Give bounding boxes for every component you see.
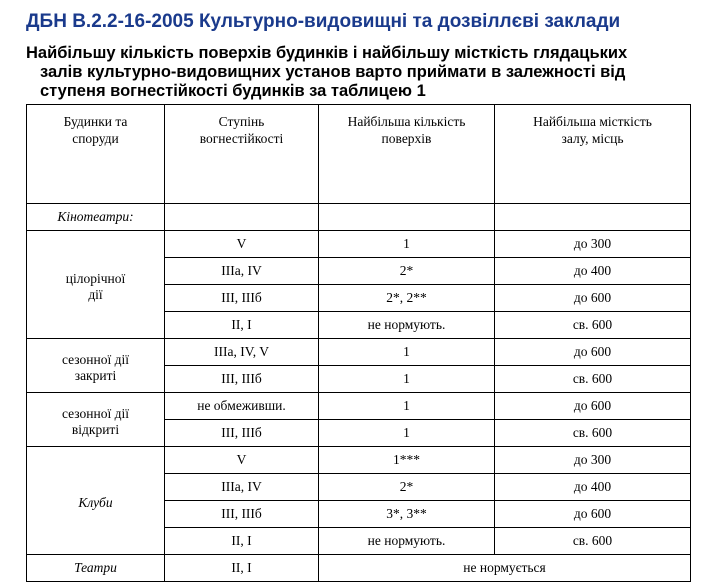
cell-floors: 1 xyxy=(319,393,495,420)
cell-degree: III, IIIб xyxy=(165,366,319,393)
group-year-round: цілорічної дії xyxy=(27,231,165,339)
header-max-capacity: Найбільша місткість залу, місць xyxy=(495,105,691,204)
table-row xyxy=(27,447,691,474)
section-cinemas: Кінотеатри: xyxy=(27,204,165,231)
group-clubs: Клуби xyxy=(27,447,165,555)
cell-floors: 1 xyxy=(319,366,495,393)
table-cell xyxy=(165,204,319,231)
cell-floors: 2* xyxy=(319,474,495,501)
cell-degree: II, I xyxy=(165,312,319,339)
cell-degree: V xyxy=(165,447,319,474)
cell-capacity: до 300 xyxy=(495,447,691,474)
cell-capacity: до 600 xyxy=(495,501,691,528)
group-theatres: Театри xyxy=(27,555,165,582)
cell-degree: IIIa, IV xyxy=(165,474,319,501)
page-title: ДБН В.2.2-16-2005 Культурно-видовищні та дозвіллєві заклади xyxy=(26,11,621,32)
cell-degree: IIIa, IV xyxy=(165,258,319,285)
cell-floors: не нормують. xyxy=(319,312,495,339)
cell-capacity: св. 600 xyxy=(495,420,691,447)
cell-degree: V xyxy=(165,231,319,258)
group-seasonal-open: сезонної дії відкриті xyxy=(27,393,165,447)
table-row xyxy=(27,393,691,420)
cell-merged: не нормується xyxy=(319,555,691,582)
intro-paragraph xyxy=(26,44,706,101)
intro-line: Найбільшу кількість поверхів будинків і найбільшу місткість глядацьких xyxy=(26,44,628,62)
fire-resistance-table xyxy=(26,104,691,582)
cell-floors: 3*, 3** xyxy=(319,501,495,528)
cell-floors: 2* xyxy=(319,258,495,285)
cell-capacity: до 600 xyxy=(495,339,691,366)
cell-floors: 1 xyxy=(319,420,495,447)
cell-degree: II, I xyxy=(165,528,319,555)
group-seasonal-closed: сезонної дії закриті xyxy=(27,339,165,393)
cell-floors: 1 xyxy=(319,339,495,366)
cell-capacity: св. 600 xyxy=(495,312,691,339)
table-row xyxy=(27,231,691,258)
cell-capacity: до 600 xyxy=(495,285,691,312)
cell-floors: 2*, 2** xyxy=(319,285,495,312)
table-row xyxy=(27,339,691,366)
table-cell xyxy=(495,204,691,231)
cell-degree: IIIa, IV, V xyxy=(165,339,319,366)
cell-capacity: до 400 xyxy=(495,474,691,501)
table-row-section xyxy=(27,204,691,231)
header-max-floors: Найбільша кількість поверхів xyxy=(319,105,495,204)
intro-line: ступеня вогнестійкості будинків за таблицею 1 xyxy=(40,82,426,100)
table-row xyxy=(27,555,691,582)
cell-floors: не нормують. xyxy=(319,528,495,555)
cell-capacity: до 300 xyxy=(495,231,691,258)
header-buildings: Будинки та споруди xyxy=(27,105,165,204)
header-fire-resistance: Ступінь вогнестійкості xyxy=(165,105,319,204)
cell-degree: не обмеживши. xyxy=(165,393,319,420)
intro-line: залів культурно-видовищних установ варто приймати в залежності від xyxy=(40,63,626,81)
cell-degree: III, IIIб xyxy=(165,285,319,312)
cell-capacity: св. 600 xyxy=(495,366,691,393)
cell-degree: III, IIIб xyxy=(165,501,319,528)
cell-floors: 1*** xyxy=(319,447,495,474)
cell-degree: II, I xyxy=(165,555,319,582)
cell-capacity: св. 600 xyxy=(495,528,691,555)
cell-floors: 1 xyxy=(319,231,495,258)
cell-capacity: до 400 xyxy=(495,258,691,285)
cell-capacity: до 600 xyxy=(495,393,691,420)
cell-degree: III, IIIб xyxy=(165,420,319,447)
table-header-row xyxy=(27,105,691,204)
table-cell xyxy=(319,204,495,231)
